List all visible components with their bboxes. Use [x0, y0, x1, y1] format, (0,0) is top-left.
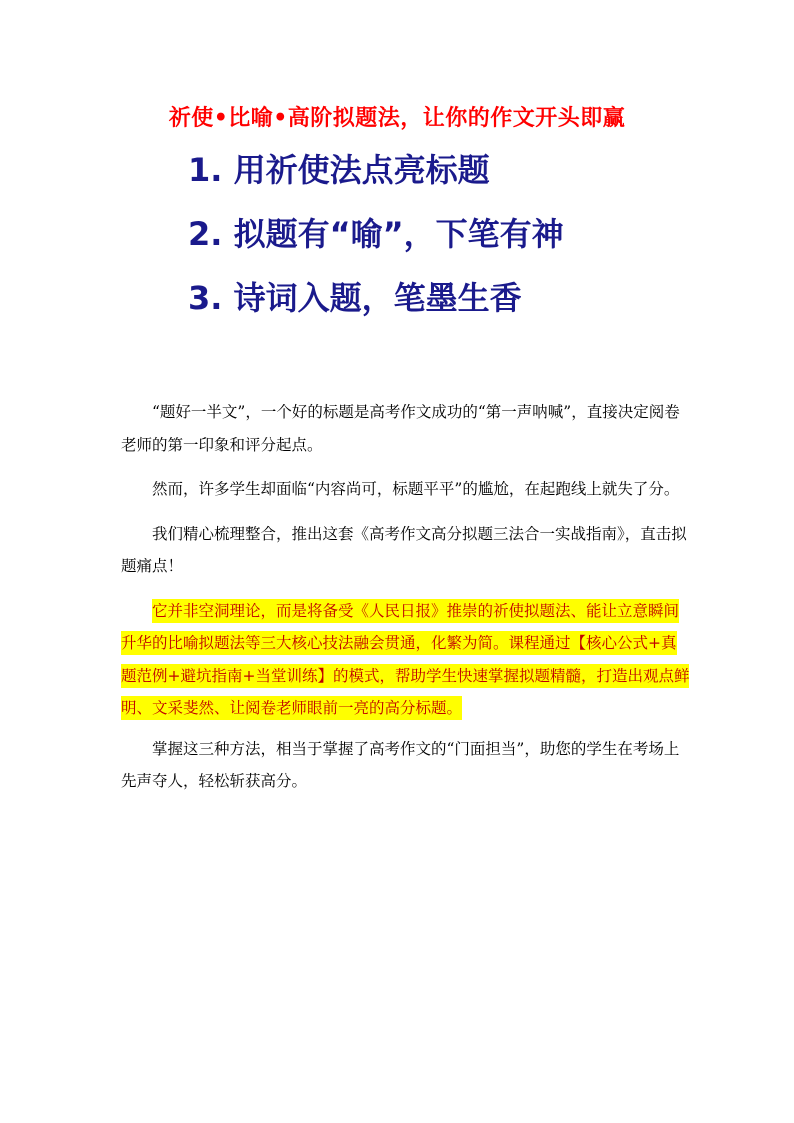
subtitle-item-2: 2. 拟题有“喻”，下笔有神 — [188, 215, 564, 253]
subtitle-item-1: 1. 用祈使法点亮标题 — [188, 151, 490, 189]
problem-paragraph: 然而，许多学生却面临“内容尚可，标题平平”的尴尬，在起跑线上就失了分。 — [152, 480, 680, 498]
closing-paragraph: 掌握这三种方法，相当于掌握了高考作文的“门面担当”，助您的学生在考场上先声夺人，轻松斩获高分。 — [121, 739, 680, 790]
offer-paragraph: 我们精心梳理整合，推出这套《高考作文高分拟题三法合一实战指南》，直击拟题痛点！ — [121, 524, 687, 575]
body-text — [121, 396, 691, 810]
subtitle-list — [188, 148, 564, 340]
intro-paragraph: “题好一半文”，一个好的标题是高考作文成功的“第一声呐喊”，直接决定阅卷老师的第一印象和评分起点。 — [121, 403, 680, 454]
document-title: 祈使•比喻•高阶拟题法，让你的作文开头即赢 — [168, 105, 626, 131]
highlighted-paragraph: 它并非空洞理论，而是将备受《人民日报》推崇的祈使拟题法、能让立意瞬间升华的比喻拟题法等三大核心技法融会贯通，化繁为简。课程通过【核心公式+真题范例+避坑指南+当堂训练】的模式，帮助学生快速掌握拟题精髓，打造出观点鲜明、文采斐然、让阅卷老师眼前一亮的高分标题。 — [121, 599, 689, 721]
subtitle-item-3: 3. 诗词入题，笔墨生香 — [188, 279, 522, 317]
highlight-block — [121, 595, 691, 725]
